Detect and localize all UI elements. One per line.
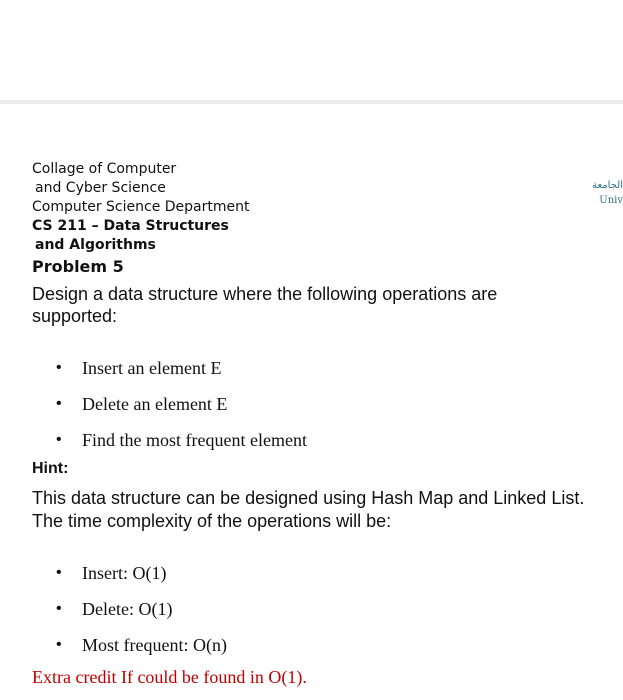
course-title-line2: and Algorithms — [35, 237, 156, 253]
list-item: • Most frequent: O(n) — [56, 634, 227, 670]
extra-credit-note: Extra credit If could be found in O(1). — [32, 667, 307, 687]
list-item: • Find the most frequent element — [56, 429, 307, 465]
list-item: • Delete: O(1) — [56, 598, 227, 634]
problem-title: Problem 5 — [32, 257, 124, 276]
operations-list — [56, 357, 307, 465]
list-item: • Insert: O(1) — [56, 562, 227, 598]
logo-arabic-text: الجامعة — [592, 180, 623, 191]
course-title-line1: CS 211 – Data Structures — [32, 218, 229, 234]
top-divider — [0, 100, 623, 104]
university-logo — [583, 178, 623, 208]
college-name-line2: and Cyber Science — [35, 180, 166, 196]
hint-line1: This data structure can be designed using Hash Map and Linked List. — [32, 488, 585, 508]
list-item: • Insert an element E — [56, 357, 307, 393]
problem-statement-line2: supported: — [32, 306, 118, 326]
college-name-line1: Collage of Computer — [32, 161, 177, 177]
problem-statement-line1: Design a data structure where the following operations are — [32, 284, 498, 304]
complexity-list — [56, 562, 227, 670]
hint-title: Hint: — [32, 460, 69, 477]
list-item: • Delete an element E — [56, 393, 307, 429]
hint-line2: The time complexity of the operations will be: — [32, 511, 392, 531]
department-name: Computer Science Department — [32, 199, 250, 215]
logo-latin-text: Univ — [599, 195, 623, 206]
